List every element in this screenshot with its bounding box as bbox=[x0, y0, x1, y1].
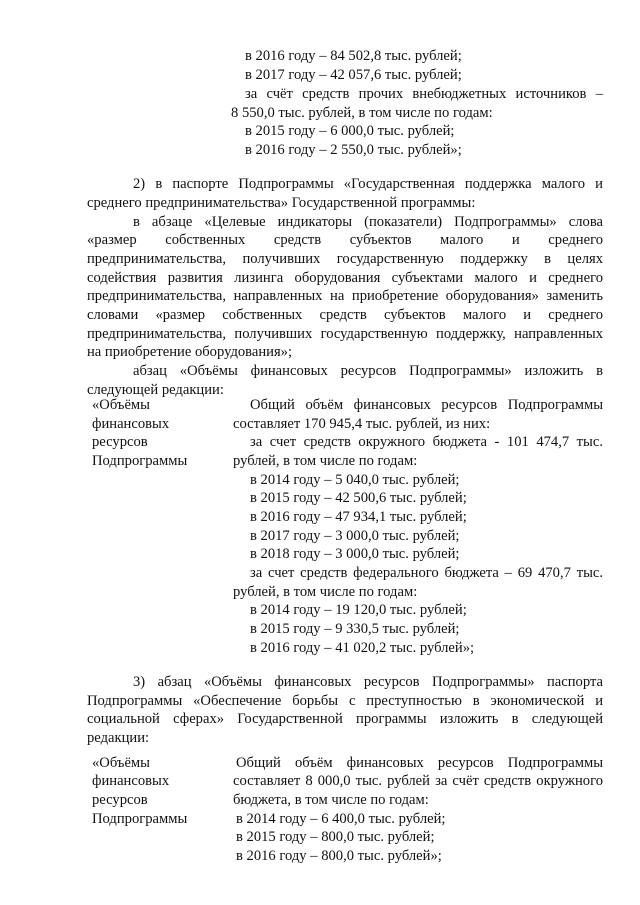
paragraph-line: предпринимательства, получивших государственную поддержку в целях bbox=[87, 251, 603, 267]
table-value-line: в 2018 году – 3 000,0 тыс. рублей; bbox=[250, 546, 460, 562]
table-value-line: за счет средств федерального бюджета – 69 470,7 тыс. bbox=[250, 565, 603, 581]
table-value-line: в 2015 году – 42 500,6 тыс. рублей; bbox=[250, 490, 467, 506]
text-line: в 2017 году – 42 057,6 тыс. рублей; bbox=[245, 67, 462, 83]
paragraph-line: 2) в паспорте Подпрограммы «Государственная поддержка малого и bbox=[133, 176, 603, 192]
text-line: в 2015 году – 6 000,0 тыс. рублей; bbox=[245, 123, 455, 139]
paragraph-line: предпринимательства, направленных на приобретение оборудования» заменить bbox=[87, 288, 603, 304]
table-value-line: рублей, в том числе по годам: bbox=[233, 453, 418, 469]
paragraph-line: среднего предпринимательства» Государственной программы: bbox=[87, 195, 476, 211]
text-line: в 2016 году – 2 550,0 тыс. рублей»; bbox=[245, 142, 462, 158]
table-value-line: рублей, в том числе по годам: bbox=[233, 584, 418, 600]
table-value-line: в 2016 году – 800,0 тыс. рублей»; bbox=[236, 848, 442, 864]
table-label-line: Подпрограммы bbox=[92, 453, 188, 469]
paragraph-line: словами «размер собственных средств субъектов малого и среднего bbox=[87, 307, 603, 323]
paragraph-line: социальной сферах» Государственной программы изложить в следующей bbox=[87, 711, 603, 727]
table-label-line: «Объёмы bbox=[92, 755, 150, 771]
paragraph-line: предпринимательства, получивших государственную поддержку, направленных bbox=[87, 326, 603, 342]
table-value-line: бюджета, в том числе по годам: bbox=[233, 792, 429, 808]
table-value-line: составляет 170 945,4 тыс. рублей, из них: bbox=[233, 416, 491, 432]
paragraph-line: содействия развития лизинга оборудования субъектами малого и среднего bbox=[87, 270, 603, 286]
paragraph-line: абзац «Объёмы финансовых ресурсов Подпрограммы» изложить в bbox=[133, 363, 603, 379]
table-value-line: Общий объём финансовых ресурсов Подпрограммы bbox=[236, 755, 603, 771]
paragraph-line: «размер собственных средств субъектов малого и среднего bbox=[87, 232, 603, 248]
table-label-line: финансовых bbox=[92, 773, 170, 789]
table-value-line: в 2016 году – 47 934,1 тыс. рублей; bbox=[250, 509, 467, 525]
table-value-line: Общий объём финансовых ресурсов Подпрограммы bbox=[250, 397, 603, 413]
table-label-line: ресурсов bbox=[92, 792, 148, 808]
table-value-line: за счет средств окружного бюджета - 101 474,7 тыс. bbox=[250, 434, 603, 450]
table-label-line: Подпрограммы bbox=[92, 811, 188, 827]
paragraph-line: в абзаце «Целевые индикаторы (показатели) Подпрограммы» слова bbox=[133, 214, 603, 230]
paragraph-line: следующей редакции: bbox=[87, 382, 224, 398]
table-value-line: составляет 8 000,0 тыс. рублей за счёт средств окружного bbox=[233, 773, 603, 789]
table-value-line: в 2014 году – 19 120,0 тыс. рублей; bbox=[250, 602, 467, 618]
table-value-line: в 2015 году – 9 330,5 тыс. рублей; bbox=[250, 621, 460, 637]
paragraph-line: редакции: bbox=[87, 730, 150, 746]
table-label-line: финансовых bbox=[92, 416, 170, 432]
text-line: за счёт средств прочих внебюджетных источников – bbox=[245, 86, 603, 102]
paragraph-line: 3) абзац «Объёмы финансовых ресурсов Подпрограммы» паспорта bbox=[133, 674, 603, 690]
table-label-line: ресурсов bbox=[92, 434, 148, 450]
text-line: 8 550,0 тыс. рублей, в том числе по годам: bbox=[231, 105, 493, 121]
table-label-line: «Объёмы bbox=[92, 397, 150, 413]
table-value-line: в 2016 году – 41 020,2 тыс. рублей»; bbox=[250, 640, 475, 656]
paragraph-line: Подпрограммы «Обеспечение борьбы с преступностью в экономической и bbox=[87, 693, 603, 709]
table-value-line: в 2014 году – 6 400,0 тыс. рублей; bbox=[236, 811, 446, 827]
table-value-line: в 2014 году – 5 040,0 тыс. рублей; bbox=[250, 472, 460, 488]
table-value-line: в 2015 году – 800,0 тыс. рублей; bbox=[236, 829, 435, 845]
paragraph-line: на приобретение оборудования»; bbox=[87, 344, 293, 360]
table-value-line: в 2017 году – 3 000,0 тыс. рублей; bbox=[250, 528, 460, 544]
text-line: в 2016 году – 84 502,8 тыс. рублей; bbox=[245, 48, 462, 64]
